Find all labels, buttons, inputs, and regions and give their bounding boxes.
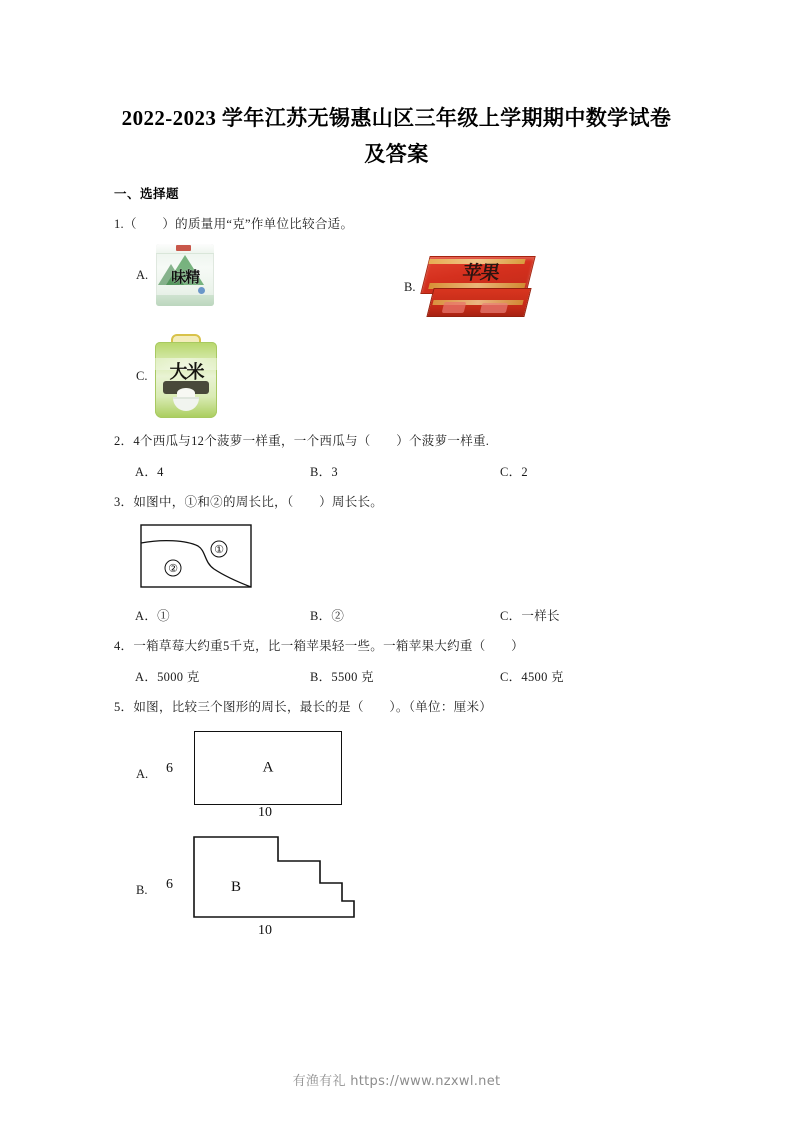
option-c-label: C. (136, 368, 148, 383)
question-1-option-c[interactable] (136, 334, 217, 418)
question-3-figure (140, 524, 252, 588)
figure-a-rectangle (194, 731, 342, 805)
title-line-2: 及答案 (364, 142, 429, 166)
question-2-option-c[interactable]: C．2 (500, 465, 528, 479)
apple-gift-box-image (423, 256, 533, 319)
figure-b-option-label: B. (136, 883, 148, 897)
figure-b-staircase-outline (194, 837, 354, 917)
question-2-options (114, 462, 684, 482)
figure-b-height-label: 6 (166, 877, 173, 892)
question-3-text: 3．如图中，①和②的周长比，（ ）周长长。 (114, 495, 384, 509)
question-3-option-b[interactable]: B．② (310, 609, 345, 623)
content-column (114, 184, 684, 953)
box-pink-panel-1 (442, 302, 467, 313)
page-title (0, 100, 793, 172)
page-footer: 有渔有礼 https://www.nzxwl.net (292, 1074, 501, 1089)
question-1-option-b[interactable] (404, 256, 533, 319)
question-5-figure-a[interactable] (136, 729, 376, 821)
figure-a-width-label: 10 (258, 805, 272, 820)
msg-bag-image (156, 244, 214, 306)
question-4 (114, 637, 684, 687)
question-1-text: 1.（ ）的质量用“克”作单位比较合适。 (114, 217, 354, 231)
box-pink-panel-2 (480, 303, 508, 313)
bag-brand-mark (176, 245, 191, 251)
question-2-text: 2．4个西瓜与12个菠萝一样重，一个西瓜与（ ）个菠萝一样重. (114, 434, 490, 448)
msg-bag-caption: 味精 (171, 269, 200, 286)
question-4-option-a[interactable]: A．5000 克 (135, 670, 200, 684)
figure-outer-rectangle (141, 525, 251, 587)
question-3-option-c[interactable]: C．一样长 (500, 609, 560, 623)
question-1-option-a[interactable] (136, 244, 214, 306)
figure-a-option-label: A. (136, 767, 149, 781)
region-2-label: ② (168, 562, 178, 575)
title-line-1: 2022-2023 学年江苏无锡惠山区三年级上学期期中数学试卷 (121, 106, 672, 130)
figure-a-height-label: 6 (166, 761, 173, 776)
rice-bowl-graphic (173, 397, 199, 411)
figure-b-width-label: 10 (258, 923, 272, 938)
rectangle-with-s-curve-svg (140, 524, 252, 588)
figure-b-staircase-svg (186, 835, 356, 921)
question-4-options (114, 667, 684, 687)
question-2 (114, 432, 684, 482)
figure-a-inner-label: A (262, 759, 274, 776)
section-heading: 一、选择题 (114, 187, 180, 201)
rice-bag-image (155, 334, 217, 418)
option-b-label: B. (404, 280, 416, 294)
question-3 (114, 493, 684, 626)
question-5-figure-b[interactable] (136, 835, 376, 953)
question-1-options (114, 242, 684, 432)
option-a-label: A. (136, 267, 149, 282)
bag-bottom-band (156, 295, 214, 306)
apple-box-caption: 苹果 (461, 263, 501, 284)
question-2-option-b[interactable]: B．3 (310, 465, 338, 479)
question-5 (114, 698, 684, 953)
question-5-text: 5．如图，比较三个图形的周长，最长的是（ ）。（单位：厘米） (114, 700, 493, 714)
question-1 (114, 215, 684, 432)
question-2-option-a[interactable]: A．4 (135, 465, 164, 479)
question-4-text: 4．一箱草莓大约重5千克，比一箱苹果轻一些。一箱苹果大约重（ ） (114, 639, 524, 653)
region-1-label: ① (214, 543, 224, 556)
question-3-option-a[interactable]: A．① (135, 609, 170, 623)
question-3-options (114, 606, 684, 626)
question-4-option-b[interactable]: B．5500 克 (310, 670, 374, 684)
question-4-option-c[interactable]: C．4500 克 (500, 670, 564, 684)
rice-bag-caption: 大米 (169, 362, 204, 382)
bag-blue-dot (198, 287, 205, 294)
figure-b-inner-label: B (231, 879, 242, 895)
